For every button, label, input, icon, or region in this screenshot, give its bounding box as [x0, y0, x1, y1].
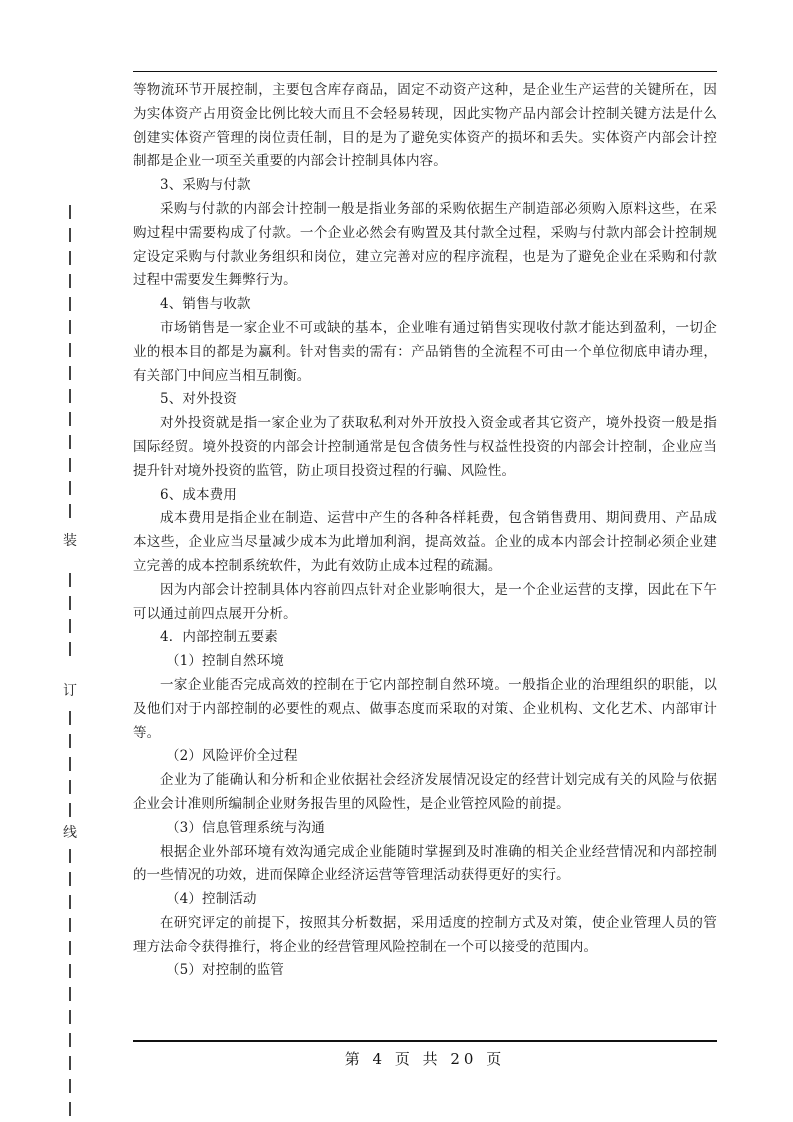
body-paragraph: 根据企业外部环境有效沟通完成企业能随时掌握到及时准确的相关企业经营情况和内部控制的一些情况的功效，进而保障企业经济运营等管理活动获得更好的实行。	[133, 843, 717, 884]
binding-dash	[69, 412, 71, 426]
document-body	[133, 79, 717, 983]
body-paragraph: 因为内部会计控制具体内容前四点针对企业影响很大，是一个企业运营的支撑，因此在下午可以通过前四点展开分析。	[133, 581, 717, 622]
binding-dash	[69, 1056, 71, 1070]
binding-dash	[69, 1102, 71, 1116]
binding-char-ding: 订	[63, 683, 77, 699]
binding-dash	[69, 596, 71, 610]
header-rule	[133, 71, 717, 72]
binding-dash	[69, 711, 71, 725]
body-paragraph: 成本费用是指企业在制造、运营中产生的各种各样耗费，包含销售费用、期间费用、产品成本这些，企业应当尽量减少成本为此增加利润，提高效益。企业的成本内部会计控制必须企业建立完善的成本控制系统软件，为此有效防止成本过程的疏漏。	[133, 510, 717, 574]
binding-dash	[69, 941, 71, 955]
binding-char-xian: 线	[63, 825, 77, 841]
binding-dash	[69, 1010, 71, 1024]
binding-dash	[69, 320, 71, 334]
page-number: 第 4 页 共 20 页	[344, 1050, 506, 1068]
binding-dash	[69, 872, 71, 886]
binding-dash	[69, 734, 71, 748]
binding-dash	[69, 205, 71, 219]
binding-char-zhuang: 装	[63, 533, 77, 549]
binding-dash	[69, 343, 71, 357]
binding-dash	[69, 642, 71, 656]
binding-dash	[69, 964, 71, 978]
binding-dash	[69, 1033, 71, 1047]
section-heading: 4、销售与收款	[160, 296, 251, 313]
binding-dash	[69, 780, 71, 794]
binding-dash	[69, 573, 71, 587]
body-paragraph: 采购与付款的内部会计控制一般是指业务部的采购依据生产制造部必须购入原料这些，在采购过程中需要构成了付款。一个企业必然会有购置及其付款全过程，采购与付款内部会计控制规定设定采购与付款业务组织和岗位，建立完善对应的程序流程，也是为了避免企业在采购和付款过程中需要发生舞弊行为。	[133, 200, 717, 289]
section-heading: （5）对控制的监管	[166, 962, 284, 979]
binding-dash	[69, 228, 71, 242]
binding-dash	[69, 803, 71, 817]
section-heading: 4．内部控制五要素	[160, 629, 278, 646]
binding-dash	[69, 274, 71, 288]
binding-dash	[69, 481, 71, 495]
section-heading: 6、成本费用	[160, 486, 237, 503]
binding-dash	[69, 366, 71, 380]
section-heading: （3）信息管理系统与沟通	[166, 819, 325, 836]
section-heading: （2）风险评价全过程	[166, 748, 298, 765]
binding-dash	[69, 895, 71, 909]
binding-dash	[69, 458, 71, 472]
binding-dash	[69, 918, 71, 932]
body-paragraph: 对外投资就是指一家企业为了获取私利对外开放投入资金或者其它资产，境外投资一般是指国际经贸。境外投资的内部会计控制通常是包含债务性与权益性投资的内部会计控制，企业应当提升针对境外投资的监管，防止项目投资过程的行骗、风险性。	[133, 415, 717, 479]
binding-dash	[69, 389, 71, 403]
binding-margin	[60, 205, 80, 1122]
section-heading: （1）控制自然环境	[166, 653, 284, 670]
binding-dash	[69, 849, 71, 863]
section-heading: 3、采购与付款	[160, 177, 251, 194]
binding-dash	[69, 297, 71, 311]
footer-rule	[133, 1040, 717, 1042]
section-heading: （4）控制活动	[166, 891, 257, 908]
body-paragraph: 市场销售是一家企业不可或缺的基本，企业唯有通过销售实现收付款才能达到盈利，一切企业的根本目的都是为赢利。针对售卖的需有：产品销售的全流程不可由一个单位彻底申请办理，有关部门中间应当相互制衡。	[133, 319, 717, 384]
binding-dash	[69, 619, 71, 633]
binding-dash	[69, 1079, 71, 1093]
binding-dash	[69, 987, 71, 1001]
body-paragraph: 企业为了能确认和分析和企业依据社会经济发展情况设定的经营计划完成有关的风险与依据企业会计准则所编制企业财务报告里的风险性，是企业管控风险的前提。	[133, 772, 717, 812]
body-paragraph: 等物流环节开展控制，主要包含库存商品，固定不动资产这种，是企业生产运营的关键所在，因为实体资产占用资金比例比较大而且不会轻易转现，因此实物产品内部会计控制关键方法是什么创建实体资产管理的岗位责任制，目的是为了避免实体资产的损坏和丢失。实体资产内部会计控制都是企业一项至关重要的内部会计控制具体内容。	[133, 82, 717, 170]
section-heading: 5、对外投资	[160, 391, 237, 408]
body-paragraph: 一家企业能否完成高效的控制在于它内部控制自然环境。一般指企业的治理组织的职能，以及他们对于内部控制的必要性的观点、做事态度而采取的对策、企业机构、文化艺术、内部审计等。	[133, 676, 717, 741]
body-paragraph: 在研究评定的前提下，按照其分析数据，采用适度的控制方式及对策，使企业管理人员的管理方法命令获得推行，将企业的经营管理风险控制在一个可以接受的范围内。	[133, 914, 717, 955]
binding-dash	[69, 435, 71, 449]
binding-dash	[69, 757, 71, 771]
binding-dash	[69, 251, 71, 265]
binding-dash	[69, 504, 71, 518]
